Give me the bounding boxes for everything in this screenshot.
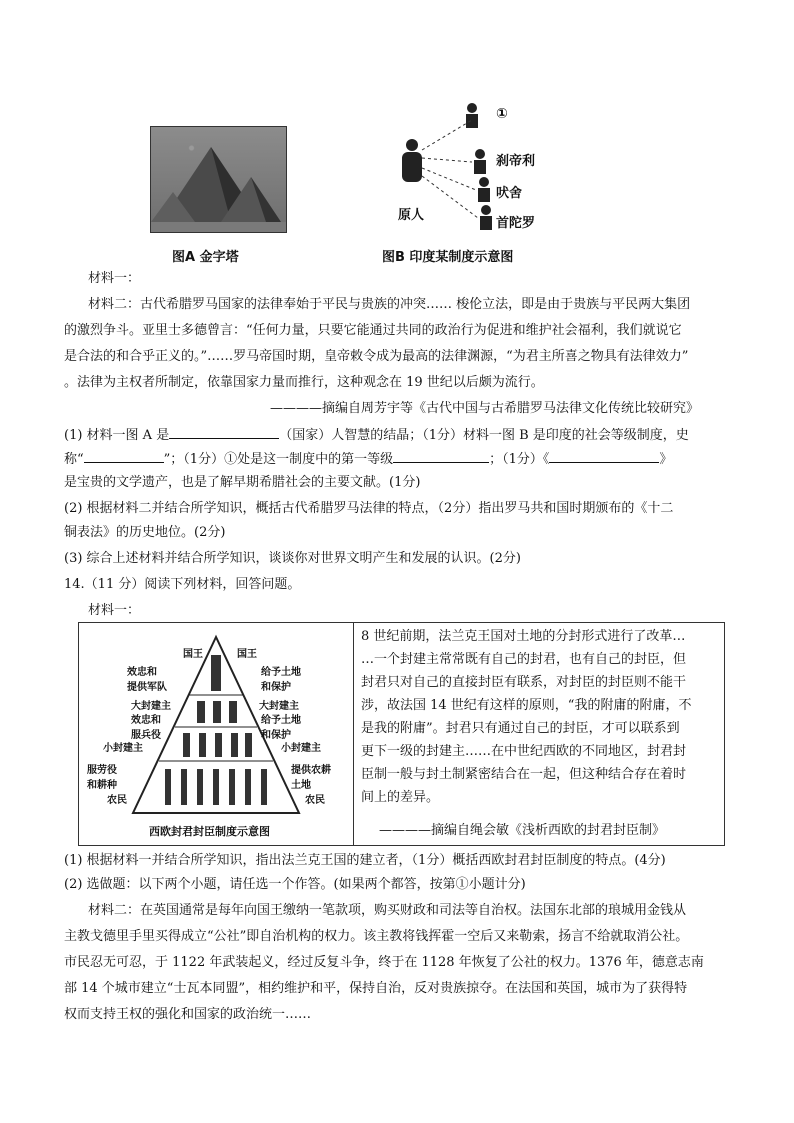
q1-part-e: ；（1分）《	[489, 452, 550, 467]
box-divider	[353, 623, 354, 845]
material2-line2: 的激烈争斗。亚里士多德曾言：“任何力量，只要它能通过共同的政治行为促进和维护社会福利，我们就说它	[64, 323, 682, 338]
caste-diagram	[392, 100, 572, 240]
box-text-7: 臣制一般与封土制紧密结合在一起，但这种结合存在着时	[361, 767, 687, 782]
pyramid-caption: 西欧封君封臣制度示意图	[149, 825, 270, 838]
pyramid-r1: 给予土地 和保护	[261, 667, 301, 693]
q14-material2-line1: 材料二：在英国通常是每年向国王缴纳一笔款项，购买财政和司法等自治权。法国东北部的琅城用金钱从	[88, 903, 687, 918]
box-text-8: 间上的差异。	[361, 790, 440, 805]
question-1-line2	[64, 448, 744, 471]
caste-label-origin: 原人	[398, 208, 425, 223]
question-1-line1	[64, 424, 744, 447]
box-text-1: 8 世纪前期，法兰克王国对土地的分封形式进行了改革…	[361, 629, 686, 644]
box-text-5: 是我的附庸”。封君只有通过自己的封臣，才可以联系到	[361, 721, 680, 736]
material2-line1: 材料二：古代希腊罗马国家的法律奉始于平民与贵族的冲突…… 梭伦立法，即是由于贵族与平民两大集团	[88, 297, 691, 312]
material2-line3: 是合法的和合乎正义的。”……罗马帝国时期，皇帝敕令成为最高的法律渊源，“为君主所喜之物具有法律效力”	[64, 349, 689, 364]
answer-blank-caste[interactable]	[393, 448, 489, 463]
pyramid-r6: 农民	[305, 795, 325, 806]
pyramid-r5: 提供农耕 土地	[291, 765, 331, 791]
caste-label-vaishya: 吠舍	[496, 186, 523, 201]
q1-part-f: 》	[659, 452, 673, 467]
q14-material2-line5: 权而支持王权的强化和国家的政治统一……	[64, 1007, 312, 1022]
q14-subquestion-2: (2) 选做题：以下两个小题，请任选一个作答。(如果两个都答，按第①小题计分)	[64, 877, 526, 892]
box-text-3: 封君只对自己的直接封臣有联系，对封臣的封臣则不能干	[361, 675, 687, 690]
q14-material2-line2: 主教戈德里手里买得成立“公社”即自治机构的权力。该主教将钱挥霍一空后又来勒索，扬言不给就取消公社。	[64, 929, 689, 944]
answer-blank-system[interactable]	[84, 448, 164, 463]
feudal-pyramid	[79, 623, 353, 845]
question-2-line2: 铜表法》的历史地位。(2分)	[64, 525, 226, 540]
q1-part-d: ”；（1分）①处是这一制度中的第一等级	[163, 452, 394, 467]
caste-label-1: ①	[496, 106, 508, 122]
answer-blank-country[interactable]	[169, 424, 279, 439]
q14-subquestion-1: (1) 根据材料一并结合所学知识，指出法兰克王国的建立者，（1分）概括西欧封君封臣制度的特点。(4分)	[64, 853, 666, 868]
box-text-2: …一个封建主常常既有自己的封君，也有自己的封臣，但	[361, 652, 687, 667]
figB-caption: 图B 印度某制度示意图	[382, 250, 514, 265]
pyramid-l6: 农民	[107, 795, 127, 806]
q1-part-b: （国家）人智慧的结晶；（1分）材料一图 B 是印度的社会等级制度，史	[279, 428, 689, 443]
material-box	[78, 622, 725, 846]
pyramid-l3: 效忠和 服兵役	[131, 715, 161, 741]
caste-label-shudra: 首陀罗	[496, 216, 536, 231]
q14-material2-line3: 市民忍无可忍，于 1122 年武装起义，经过反复斗争，终于在 1128 年恢复了公社的权力。1376 年，德意志南	[64, 955, 704, 970]
pyramid-photo	[150, 126, 287, 233]
box-text-4: 涉，故法国 14 世纪有这样的原则，“我的附庸的附庸，不	[361, 698, 692, 713]
caste-label-kshatriya: 刹帝利	[496, 154, 536, 169]
pyramid-top-left: 国王	[183, 649, 203, 660]
pyramid-l2: 大封建主	[131, 701, 171, 712]
material2-line4: 。法律为主权者所制定，依靠国家力量而推行，这种观念在 19 世纪以后颇为流行。	[64, 375, 544, 390]
q14-material2-line4: 部 14 个城市建立“士瓦本同盟”，相约维护和平，保持自治，反对贵族掠夺。在法国和英国，城市为了获得特	[64, 981, 688, 996]
source-1: ————摘编自周芳宇等《古代中国与古希腊罗马法律文化传统比较研究》	[270, 401, 700, 416]
question-14-header: 14.（11 分）阅读下列材料，回答问题。	[64, 577, 301, 592]
pyramid-l5: 服劳役 和耕种	[87, 765, 117, 791]
box-source: ————摘编自绳会敏《浅析西欧的封君封臣制》	[379, 823, 666, 838]
question-3: (3) 综合上述材料并结合所学知识，谈谈你对世界文明产生和发展的认识。(2分)	[64, 551, 521, 566]
question-1-line3: 是宝贵的文学遗产，也是了解早期希腊社会的主要文献。(1分)	[64, 475, 421, 490]
pyramid-r2: 大封建主	[259, 701, 299, 712]
pyramid-top-right: 国王	[237, 649, 257, 660]
pyramid-l1: 效忠和 提供军队	[127, 667, 167, 693]
q1-part-c: 称“	[64, 452, 84, 467]
box-text-6: 更下一级的封建主……在中世纪西欧的不同地区，封君封	[361, 744, 687, 759]
question-2-line1: (2) 根据材料二并结合所学知识，概括古代希腊罗马法律的特点，（2分）指出罗马共和国时期颁布的《十二	[64, 501, 674, 516]
pyramid-r4: 小封建主	[281, 743, 321, 754]
figA-caption: 图A 金字塔	[172, 250, 239, 265]
q1-part-a: (1) 材料一图 A 是	[64, 428, 170, 443]
q14-material1-label: 材料一：	[88, 603, 141, 618]
pyramids-image	[151, 127, 286, 232]
pyramid-l4: 小封建主	[103, 743, 143, 754]
material1-label: 材料一：	[88, 271, 141, 286]
pyramid-r3: 给予土地 和保护	[261, 715, 301, 741]
answer-blank-epic[interactable]	[549, 448, 659, 463]
